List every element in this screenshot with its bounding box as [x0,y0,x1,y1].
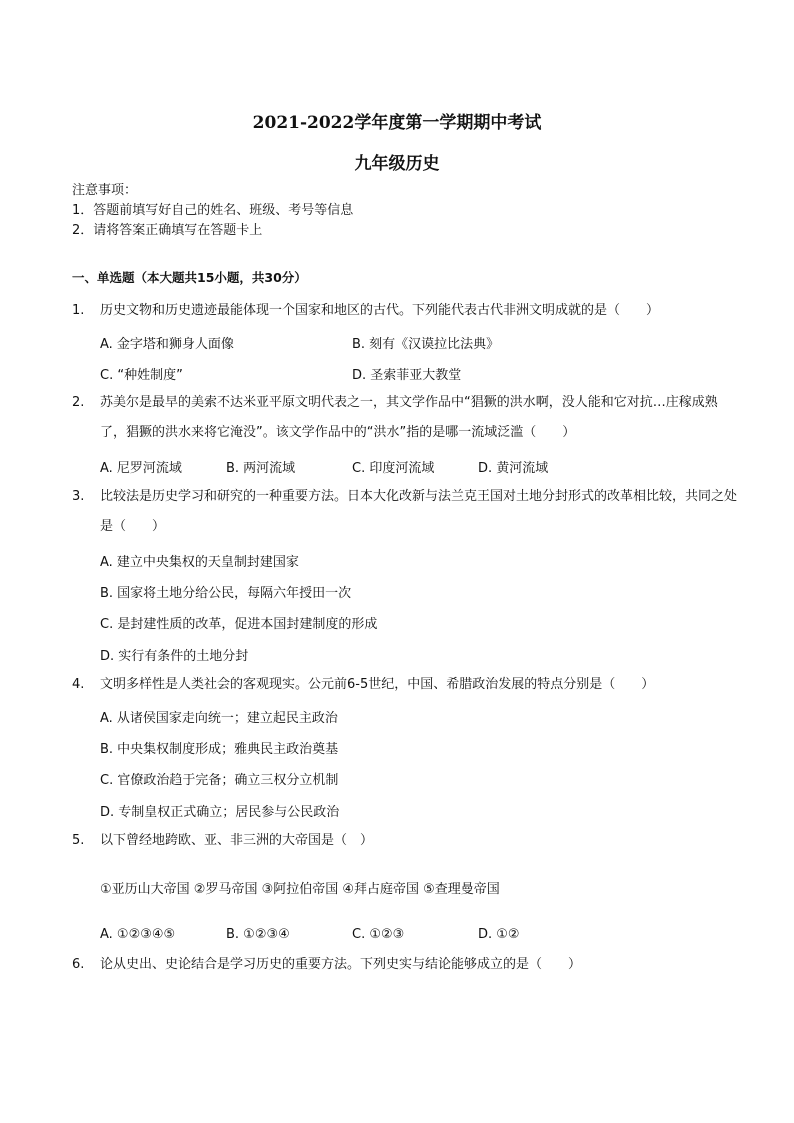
question-items: ①亚历山大帝国 ②罗马帝国 ③阿拉伯帝国 ④拜占庭帝国 ⑤查理曼帝国 [100,882,500,897]
option-c: C. “种姓制度” [100,368,183,383]
notice-heading: 注意事项： [72,183,138,198]
question-stem: 历史文物和历史遗迹最能体现一个国家和地区的古代。下列能代表古代非洲文明成就的是（ ） [100,303,660,318]
notice-item: 1．答题前填写好自己的姓名、班级、考号等信息 [72,203,354,218]
question-6 [72,950,742,980]
option-c: C. ①②③ [352,927,405,942]
question-stem: 苏美尔是最早的美索不达米亚平原文明代表之一，其文学作品中“猖獗的洪水啊，没人能和它对抗…庄稼成熟了，猖獗的洪水来将它淹没”。该文学作品中的“洪水”指的是哪一流域泛滥（ ） [100,395,718,440]
option-a: A. 尼罗河流域 [100,461,182,476]
option-b: B. 两河流域 [226,461,296,476]
option-b: B. ①②③④ [226,927,290,942]
question-5 [72,826,742,856]
option-d: D. 专制皇权正式确立；居民参与公民政治 [100,805,340,820]
option-d: D. 实行有条件的土地分封 [100,649,249,664]
option-a: A. 金字塔和狮身人面像 [100,337,234,352]
option-c: C. 官僚政治趋于完备；确立三权分立机制 [100,773,339,788]
question-stem: 以下曾经地跨欧、亚、非三洲的大帝国是（ ） [100,833,374,848]
question-3 [72,482,742,542]
question-number: 5. [72,833,85,848]
option-a: A. ①②③④⑤ [100,927,176,942]
option-b: B. 中央集权制度形成；雅典民主政治奠基 [100,742,339,757]
exam-title: 2021-2022学年度第一学期期中考试 [252,113,542,133]
question-number: 1. [72,303,85,318]
exam-subtitle: 九年级历史 [354,154,440,174]
section-heading: 一、单选题（本大题共15小题，共30分） [72,270,307,285]
question-stem: 比较法是历史学习和研究的一种重要方法。日本大化改新与法兰克王国对土地分封形式的改革相比较，共同之处是（ ） [100,489,738,534]
option-d: D. 圣索菲亚大教堂 [352,368,462,383]
question-stem: 论从史出、史论结合是学习历史的重要方法。下列史实与结论能够成立的是（ ） [100,957,582,972]
question-number: 2. [72,395,85,410]
question-number: 6. [72,957,85,972]
option-a: A. 从诸侯国家走向统一；建立起民主政治 [100,711,338,726]
notice-item: 2．请将答案正确填写在答题卡上 [72,223,263,238]
question-number: 3. [72,489,85,504]
question-2 [72,388,742,448]
question-1 [72,296,742,326]
option-c: C. 印度河流域 [352,461,435,476]
option-c: C. 是封建性质的改革，促进本国封建制度的形成 [100,617,378,632]
option-b: B. 刻有《汉谟拉比法典》 [352,337,500,352]
question-number: 4. [72,677,85,692]
option-d: D. 黄河流域 [478,461,549,476]
question-stem: 文明多样性是人类社会的客观现实。公元前6-5世纪，中国、希腊政治发展的特点分别是（ ） [100,677,655,692]
option-b: B. 国家将土地分给公民，每隔六年授田一次 [100,586,352,601]
option-d: D. ①② [478,927,520,942]
option-a: A. 建立中央集权的天皇制封建国家 [100,555,299,570]
question-4 [72,670,742,700]
